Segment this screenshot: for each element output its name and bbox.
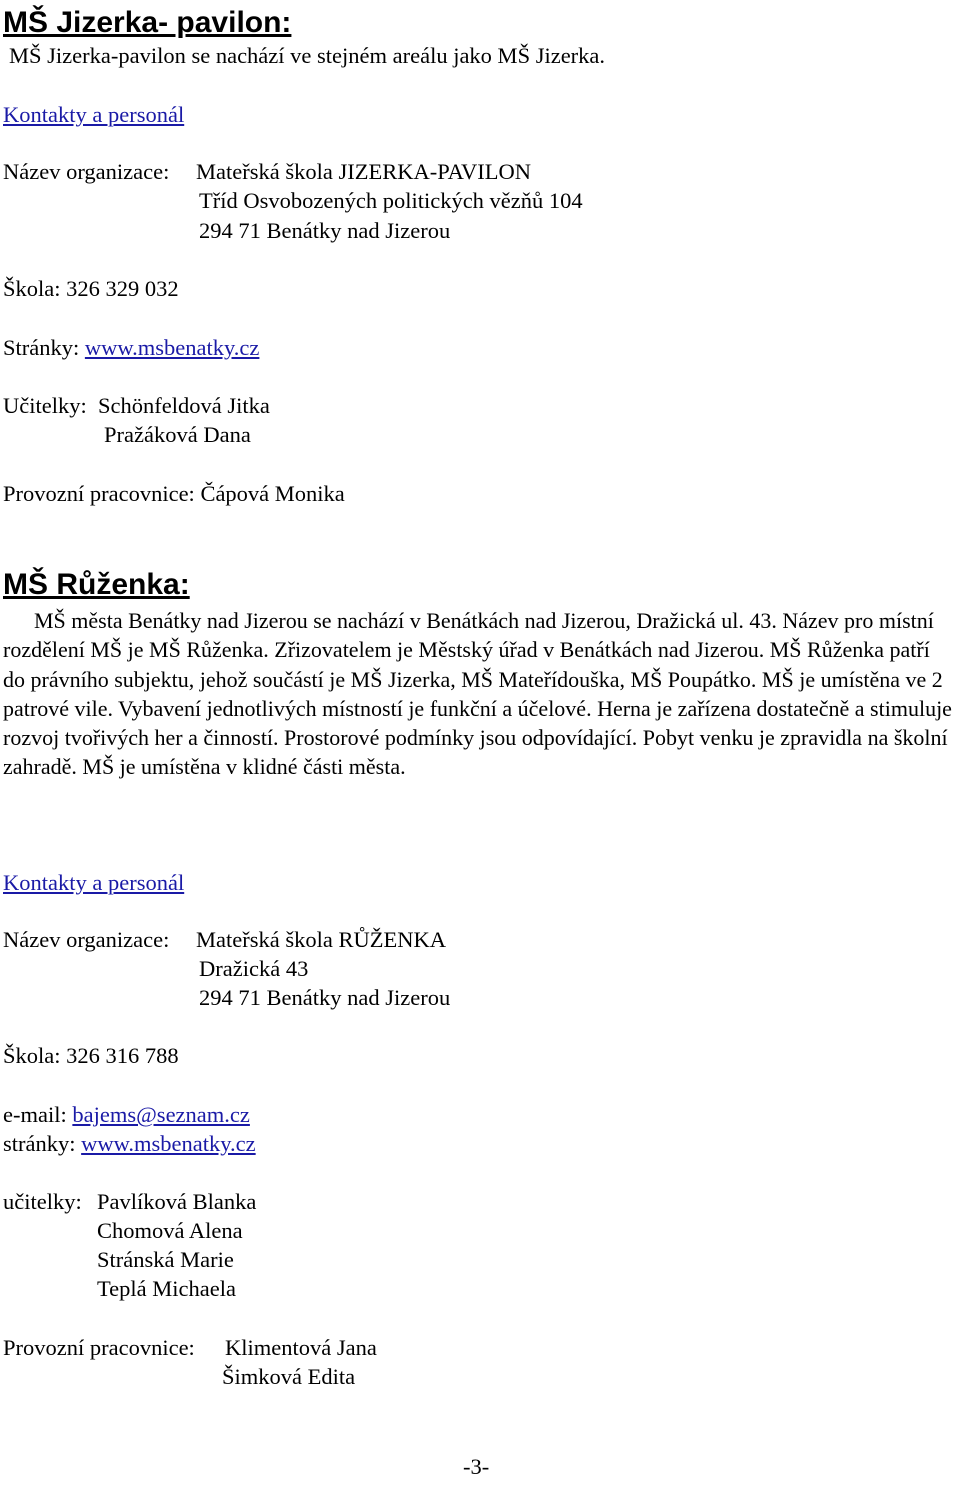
staff-name: Šimková Edita [222, 1364, 356, 1389]
staff-label-ruzenka: Provozní pracovnice: [3, 1335, 195, 1360]
web-link-ruzenka[interactable]: www.msbenatky.cz [81, 1131, 256, 1156]
section-title-ruzenka: MŠ Růženka: [3, 568, 190, 601]
jizerka-intro: MŠ Jizerka-pavilon se nachází ve stejném areálu jako MŠ Jizerka. [9, 43, 606, 68]
web-link-jizerka[interactable]: www.msbenatky.cz [84, 335, 260, 360]
phone-label: Škola: [3, 276, 61, 301]
web-row-ruzenka [3, 1133, 256, 1156]
staff-row-jizerka [3, 483, 345, 506]
org-name-jizerka: Mateřská škola JIZERKA-PAVILON [196, 159, 531, 184]
contacts-heading-ruzenka[interactable]: Kontakty a personál [3, 870, 185, 895]
org-label-ruzenka: Název organizace: [3, 927, 170, 952]
address-line1-ruzenka: Dražická 43 [199, 956, 309, 981]
teacher-name: Stránská Marie [97, 1247, 234, 1272]
address-line1-jizerka: Tříd Osvobozených politických vězňů 104 [199, 188, 583, 213]
contacts-heading-jizerka[interactable]: Kontakty a personál [3, 102, 185, 127]
ruzenka-description [3, 606, 953, 782]
org-label-jizerka: Název organizace: [3, 159, 170, 184]
address-line2-jizerka: 294 71 Benátky nad Jizerou [199, 218, 451, 243]
teacher-name: Pavlíková Blanka [97, 1189, 257, 1214]
staff-name: Klimentová Jana [225, 1335, 377, 1360]
phone-row-jizerka [3, 278, 179, 301]
email-label: e-mail: [3, 1102, 67, 1127]
ruzenka-description-text: MŠ města Benátky nad Jizerou se nachází v Benátkách nad Jizerou, Dražická ul. 43. Název pro místní rozdělení MŠ je MŠ Růženka. Zřizovatelem je Městský úřad v Benátkách nad Jizerou. MŠ Růženka patří do právního subjektu, jehož součástí je MŠ Jizerka, MŠ Mateřídouška, MŠ Poupátko. MŠ je umístěna ve 2 patrové vile. Vybavení jednotlivých místností je funkční a účelové. Herna je zařízena dostatečně a stimuluje rozvoj tvořivých her a činností. Prostorové podmínky jsou odpovídající. Pobyt venku je zpravidla na školní zahradě. MŠ je umístěna v klidné části města. [3, 608, 952, 780]
phone-label: Škola: [3, 1043, 61, 1068]
section-title-jizerka: MŠ Jizerka- pavilon: [3, 6, 292, 39]
phone-row-ruzenka [3, 1045, 179, 1068]
email-row-ruzenka [3, 1104, 250, 1127]
teachers-label-jizerka: Učitelky: [3, 393, 87, 418]
phone-number: 326 329 032 [66, 276, 179, 301]
staff-name: Čápová Monika [200, 481, 345, 506]
web-label: stránky: [3, 1131, 76, 1156]
address-line2-ruzenka: 294 71 Benátky nad Jizerou [199, 985, 451, 1010]
staff-label: Provozní pracovnice: [3, 481, 195, 506]
email-link-ruzenka[interactable]: bajems@seznam.cz [72, 1102, 250, 1127]
org-name-ruzenka: Mateřská škola RŮŽENKA [196, 927, 446, 952]
page-number: -3- [463, 1454, 490, 1479]
teachers-label-ruzenka: učitelky: [3, 1189, 82, 1214]
teacher-name: Pražáková Dana [104, 422, 251, 447]
web-row-jizerka [3, 337, 259, 360]
teacher-name: Schönfeldová Jitka [98, 393, 270, 418]
phone-number: 326 316 788 [66, 1043, 179, 1068]
web-label: Stránky: [3, 335, 80, 360]
teacher-name: Teplá Michaela [97, 1276, 236, 1301]
teacher-name: Chomová Alena [97, 1218, 243, 1243]
